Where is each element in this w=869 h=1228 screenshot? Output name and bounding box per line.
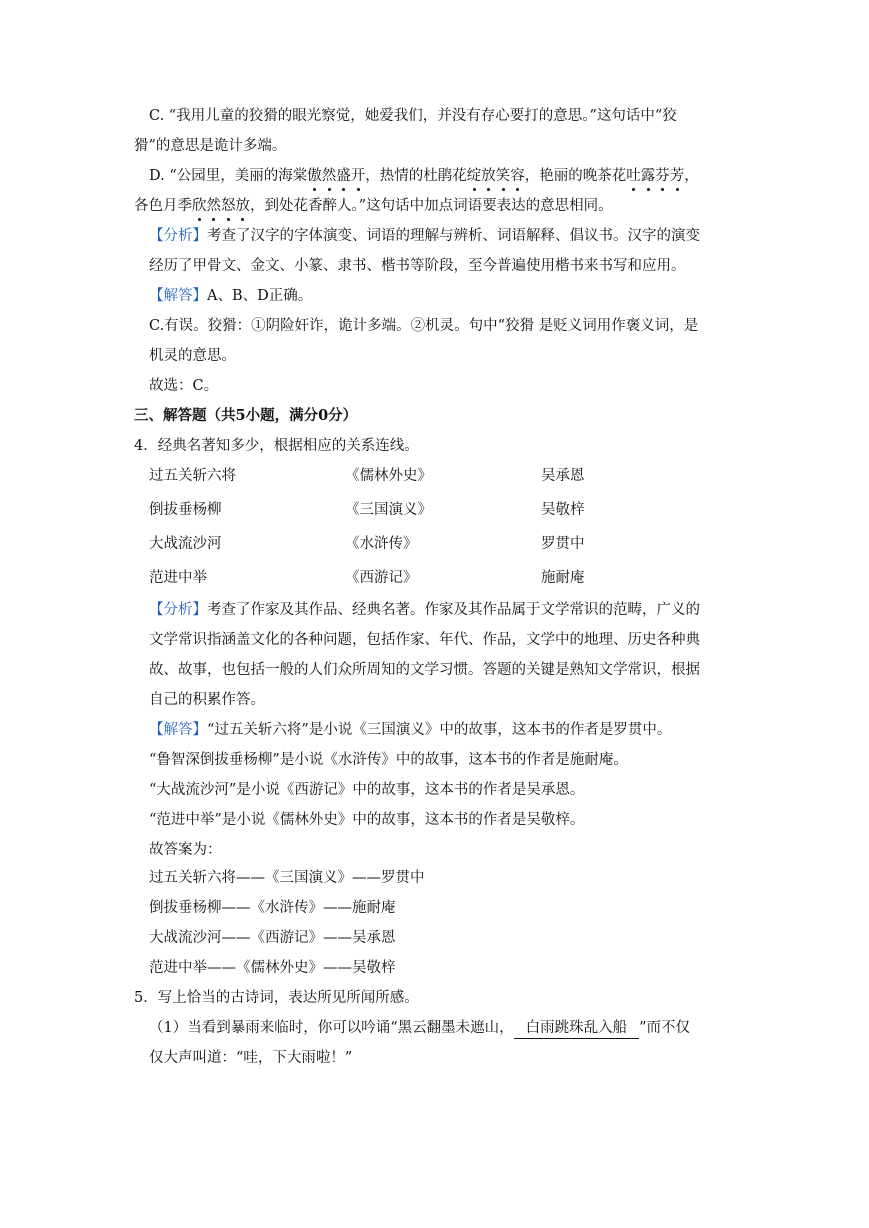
q4-answer-line1	[149, 720, 671, 740]
option-d-dotted-word	[626, 168, 684, 184]
emphasis-char: 露	[640, 168, 656, 184]
emphasis-char: 笑	[495, 168, 511, 184]
q3-analysis-line2: 经历了甲骨文、金文、小篆、隶书、楷书等阶段，至今普遍使用楷书来书写和应用。	[149, 258, 686, 274]
option-d-text: ，	[684, 168, 699, 184]
q4-analysis-line1	[149, 600, 700, 620]
option-d-dotted-word	[467, 168, 525, 184]
emphasis-char: 放	[235, 198, 250, 214]
q4-answer-line2: “鲁智深倒拔垂杨柳”是小说《水浒传》中的故事，这本书的作者是施耐庵。	[149, 752, 628, 768]
q5-sub1-line2: 仅大声叫道：“哇，下大雨啦！”	[149, 1050, 353, 1066]
q4-author-2: 吴敬梓	[541, 502, 585, 518]
q3-analysis-line1	[149, 226, 700, 246]
option-d-text: D. “公园里，美丽的海棠	[149, 168, 308, 184]
option-d-text: ，艳丽的晚茶花	[524, 168, 627, 184]
q4-final-answer-3: 大战流沙河——《西游记》——吴承恩	[149, 930, 396, 946]
q5-sub1-answer-blank: 白雨跳珠乱入船	[514, 1018, 640, 1039]
q4-answer-intro: 故答案为：	[149, 842, 222, 858]
q4-book-1: 《儒林外史》	[345, 468, 432, 484]
analysis-label: 【分析】	[149, 228, 207, 244]
q4-story-1: 过五关斩六将	[149, 468, 236, 484]
q4-question: 4．经典名著知多少，根据相应的关系连线。	[134, 438, 419, 454]
q4-final-answer-2: 倒拔垂杨柳——《水浒传》——施耐庵	[149, 900, 396, 916]
emphasis-char: 欣	[192, 198, 207, 214]
analysis-label: 【分析】	[149, 602, 207, 618]
section-title: 三、解答题（共5小题，满分0分）	[134, 407, 358, 424]
emphasis-char: 傲	[307, 168, 322, 184]
answer-text: “过五关斩六将”是小说《三国演义》中的故事，这本书的作者是罗贯中。	[207, 722, 672, 738]
emphasis-char: 芳	[669, 168, 685, 184]
option-d-line1	[149, 166, 699, 186]
option-c-line2: 猾”的意思是诡计多端。	[134, 138, 287, 154]
q4-final-answer-1: 过五关斩六将——《三国演义》——罗贯中	[149, 870, 425, 886]
q5-sub1-text: ”而不仅	[639, 1020, 691, 1036]
option-d-text: 各色月季	[134, 198, 192, 214]
emphasis-char: 绽	[466, 168, 482, 184]
q4-final-answer-4: 范进中举——《儒林外史》——吴敬梓	[149, 960, 396, 976]
analysis-text: 考查了汉字的字体演变、词语的理解与辨析、词语解释、倡议书。汉字的演变	[207, 228, 700, 244]
q3-final-choice: 故选：C。	[149, 378, 219, 394]
q4-story-2: 倒拔垂杨柳	[149, 502, 222, 518]
q5-sub1-text: （1）当看到暴雨来临时，你可以吟诵“黑云翻墨未遮山，	[149, 1020, 514, 1036]
option-d-text: ，到处花香醉人。”这句话中加点词语要表达的意思相同。	[250, 198, 613, 214]
emphasis-char: 开	[350, 168, 366, 184]
q4-story-4: 范进中举	[149, 570, 207, 586]
emphasis-char: 吐	[626, 168, 641, 184]
emphasis-char: 芬	[655, 168, 670, 184]
q4-author-4: 施耐庵	[541, 570, 585, 586]
q5-question: 5．写上恰当的古诗词，表达所见所闻所感。	[134, 990, 419, 1006]
answer-label: 【解答】	[149, 722, 207, 738]
q4-book-3: 《水浒传》	[345, 536, 418, 552]
q3-answer-line1	[149, 286, 312, 306]
analysis-text: 考查了作家及其作品、经典名著。作家及其作品属于文学常识的范畴，广义的	[207, 602, 700, 618]
q4-author-1: 吴承恩	[541, 468, 585, 484]
q3-answer-line2: C.有误。狡猾：①阴险奸诈，诡计多端。②机灵。句中“狡猾 是贬义词用作褒义词，是	[149, 318, 699, 334]
q4-analysis-line2: 文学常识指涵盖文化的各种问题，包括作家、年代、作品，文学中的地理、历史各种典	[149, 632, 700, 648]
option-d-line2	[134, 196, 613, 216]
q4-analysis-line3: 故、故事，也包括一般的人们众所周知的文学习惯。答题的关键是熟知文学常识，根据	[149, 662, 700, 678]
option-d-dotted-word	[192, 198, 250, 214]
option-c-line1: C. “我用儿童的狡猾的眼光察觉，她爱我们，并没有存心要打的意思。”这句话中“狡	[149, 108, 677, 124]
q5-sub1-line1	[149, 1018, 690, 1039]
emphasis-char: 放	[481, 168, 496, 184]
option-d-dotted-word	[307, 168, 365, 184]
q4-author-3: 罗贯中	[541, 536, 585, 552]
answer-label: 【解答】	[149, 288, 207, 304]
q4-answer-line3: “大战流沙河”是小说《西游记》中的故事，这本书的作者是吴承恩。	[149, 782, 585, 798]
q4-analysis-line4: 自己的积累作答。	[149, 692, 265, 708]
emphasis-char: 然	[206, 198, 221, 214]
q4-book-4: 《西游记》	[345, 570, 418, 586]
q3-answer-line3: 机灵的意思。	[149, 348, 236, 364]
answer-text: A、B、D正确。	[207, 288, 313, 304]
emphasis-char: 盛	[336, 168, 351, 184]
emphasis-char: 容	[510, 168, 525, 184]
emphasis-char: 怒	[221, 198, 236, 214]
option-d-text: ，热情的杜鹃花	[365, 168, 467, 184]
q4-book-2: 《三国演义》	[345, 502, 432, 518]
q4-story-3: 大战流沙河	[149, 536, 222, 552]
emphasis-char: 然	[321, 168, 337, 184]
q4-answer-line4: “范进中举”是小说《儒林外史》中的故事，这本书的作者是吴敬梓。	[149, 812, 585, 828]
